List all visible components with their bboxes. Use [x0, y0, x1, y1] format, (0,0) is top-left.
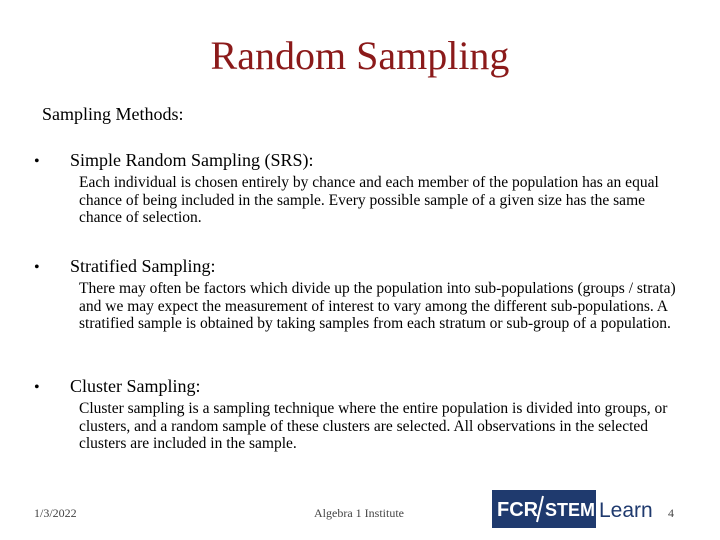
method-srs [34, 148, 684, 227]
footer-center-text: Algebra 1 Institute [314, 506, 404, 520]
method-heading-row [34, 374, 684, 400]
fcr-stem-learn-logo [492, 490, 654, 528]
slide-number: 4 [668, 506, 674, 520]
method-stratified [34, 254, 684, 333]
method-description: Each individual is chosen entirely by chance and each member of the population has an equal chance of being included in the sample. Every possible sample of a given size has the same chance of selection. [79, 174, 659, 226]
method-cluster [34, 374, 684, 453]
logo-learn-text: Learn [599, 499, 653, 522]
bullet-icon: • [34, 259, 40, 276]
method-heading: Stratified Sampling: [70, 256, 216, 276]
slide-title: Random Sampling [210, 33, 510, 78]
method-heading-row [34, 148, 684, 174]
footer-date: 1/3/2022 [34, 506, 77, 520]
logo-fcr-text: FCR [497, 499, 539, 521]
bullet-icon: • [34, 153, 40, 170]
method-heading: Cluster Sampling: [70, 376, 201, 396]
method-description: Cluster sampling is a sampling technique where the entire population is divided into groups, or clusters, and a random sample of these clusters are selected. All observations in the selected clusters are included in the sample. [79, 400, 668, 452]
logo-graphic [492, 490, 654, 528]
logo-stem-text: STEM [545, 500, 596, 520]
method-heading-row [34, 254, 684, 280]
method-heading: Simple Random Sampling (SRS): [70, 150, 314, 170]
bullet-icon: • [34, 379, 40, 396]
method-description: There may often be factors which divide up the population into sub-populations (groups / strata) and we may expect the measurement of interest to vary among the different sub-populations. A stratified sample is obtained by taking samples from each stratum or sub-group of a population. [79, 280, 676, 332]
section-subtitle: Sampling Methods: [42, 104, 184, 124]
